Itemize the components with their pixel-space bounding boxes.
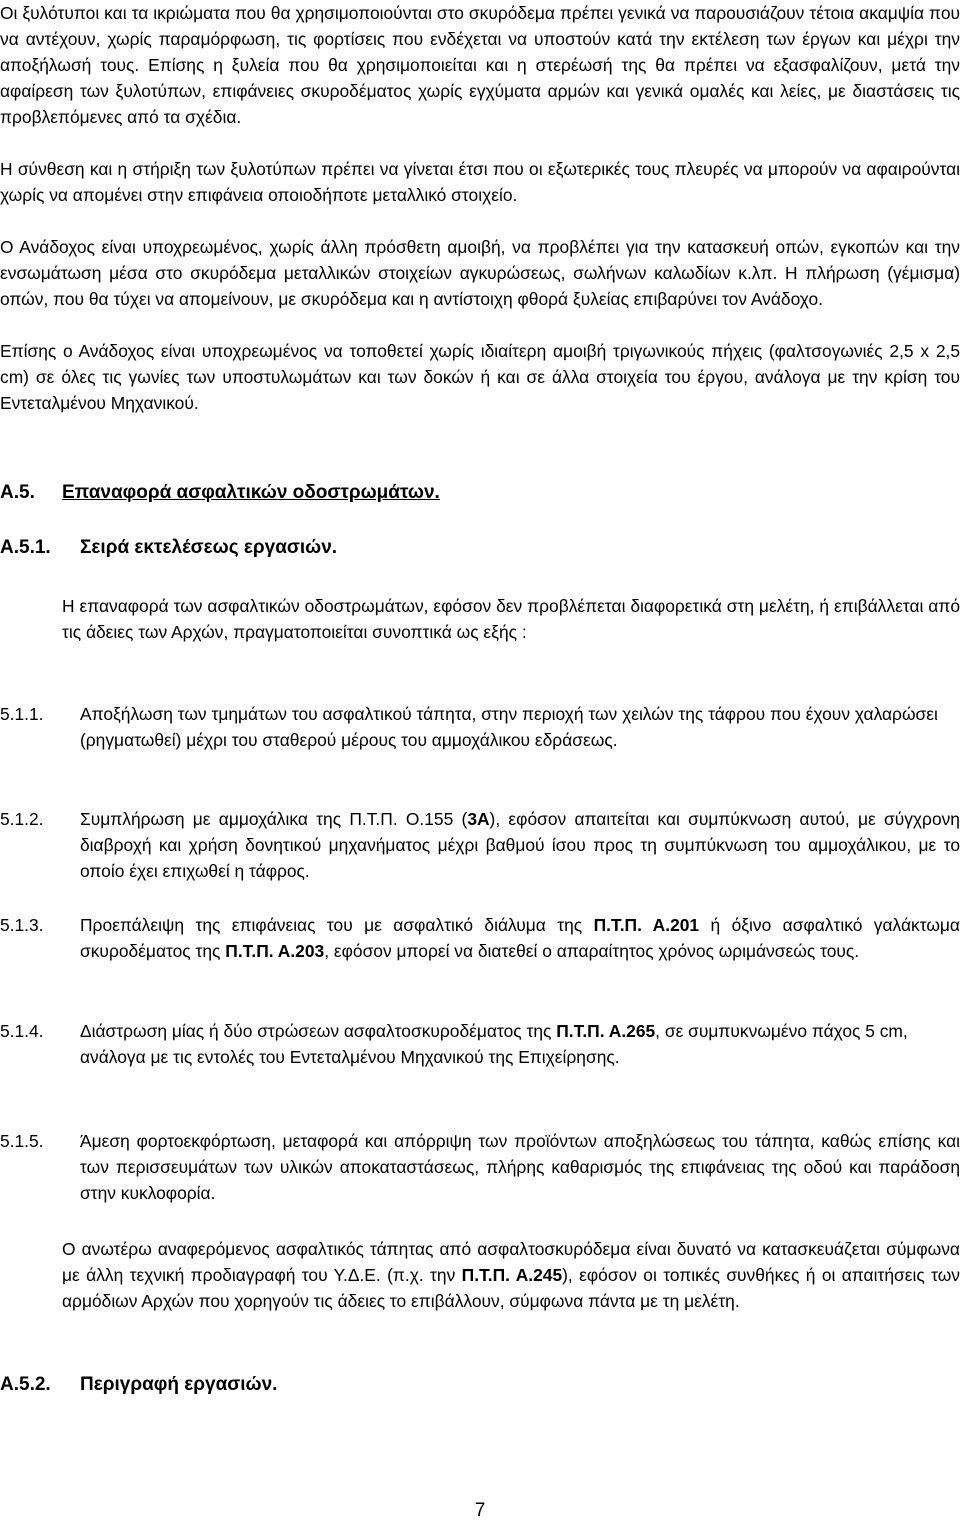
- page-number: 7: [474, 1500, 486, 1521]
- item-text: Αποξήλωση των τμημάτων του ασφαλτικού τάπητα, στην περιοχή των χειλών της τάφρου που έχουν χαλαρώσει (ρηγματωθεί) μέχρι του σταθερού μέρους του αμμοχάλικου εδράσεως.: [80, 704, 938, 750]
- item-number: 5.1.5.: [0, 1131, 44, 1151]
- paragraph-formwork: Οι ξυλότυποι και τα ικριώματα που θα χρησιμοποιούνται στο σκυρόδεμα πρέπει γενικά να παρουσιάζουν τέτοια ακαμψία που να αντέχουν, χωρίς παραμόρφωση, τις φορτίσεις που ενδέχεται να υποστούν κατά την εκτέλεση των έργων και μέχρι την αποξήλωσή τους. Επίσης η ξυλεία που θα χρησιμοποιείται και η στερέωσή της θα πρέπει να εξασφαλίζουν, μετά την αφαίρεση των ξυλοτύπων, επιφάνειες σκυροδέματος χωρίς εγχύματα αρμών και γενικά ομαλές και λείες, με διαστάσεις τις προβλεπόμενες από τα σχέδια.: [0, 3, 960, 127]
- paragraph-contractor-openings: Ο Ανάδοχος είναι υποχρεωμένος, χωρίς άλλη πρόσθετη αμοιβή, να προβλέπει για την κατασκευή οπών, εγκοπών και την ενσωμάτωση μέσα στο σκυρόδεμα μεταλλικών στοιχείων αγκυρώσεως, σωλήνων καλωδίων κ.λπ. Η πλήρωση (γέμισμα) οπών, που θα τύχει να απομείνουν, με σκυρόδεμα και η αντίστοιχη φθορά ξυλείας επιβαρύνει τον Ανάδοχο.: [0, 237, 960, 309]
- section-title: Επαναφορά ασφαλτικών οδοστρωμάτων.: [62, 482, 440, 503]
- item-number: 5.1.2.: [0, 809, 44, 829]
- section-number: Α.5.: [0, 482, 35, 503]
- section-title: Σειρά εκτελέσεως εργασιών.: [80, 537, 338, 558]
- item-number: 5.1.3.: [0, 915, 44, 935]
- section-number: Α.5.2.: [0, 1374, 51, 1395]
- section-title: Περιγραφή εργασιών.: [80, 1374, 278, 1395]
- item-text: Συμπλήρωση με αμμοχάλικα της Π.Τ.Π. Ο.155 (3Α), εφόσον απαιτείται και συμπύκνωση αυτού, με σύγχρονη διαβροχή και χρήση δονητικού μηχανήματος μέχρι βαθμού ίσου προς τη συμπύκνωση του αμμοχάλικου, με το οποίο έχει επιχωθεί η τάφρος.: [80, 809, 960, 881]
- section-heading-a52: [0, 1374, 277, 1396]
- item-text: Διάστρωση μίας ή δύο στρώσεων ασφαλτοσκυροδέματος της Π.Τ.Π. Α.265, σε συμπυκνωμένο πάχος 5 cm, ανάλογα με τις εντολές του Εντεταλμένου Μηχανικού της Επιχείρησης.: [80, 1021, 908, 1067]
- item-text: Άμεση φορτοεκφόρτωση, μεταφορά και απόρριψη των προϊόντων αποξηλώσεως του τάπητα, καθώς επίσης και των περισσευμάτων των υλικών αποκαταστάσεως, πλήρης καθαρισμός της επιφάνειας της οδού και παράδοση στην κυκλοφορία.: [80, 1131, 960, 1203]
- closing-paragraph: Ο ανωτέρω αναφερόμενος ασφαλτικός τάπητας από ασφαλτοσκυρόδεμα είναι δυνατό να κατασκευάζεται σύμφωνα με άλλη τεχνική προδιαγραφή του Υ.Δ.Ε. (π.χ. την Π.Τ.Π. Α.245), εφόσον οι τοπικές συνθήκες ή οι απαιτήσεις των αρμόδιων Αρχών που χορηγούν τις άδειες το επιβάλλουν, σύμφωνα πάντα με τη μελέτη.: [62, 1239, 960, 1311]
- section-heading-a5: [0, 482, 440, 504]
- paragraph-formwork-assembly: Η σύνθεση και η στήριξη των ξυλοτύπων πρέπει να γίνεται έτσι που οι εξωτερικές τους πλευρές να μπορούν να αφαιρούνται χωρίς να απομένει στην επιφάνεια οποιοδήποτε μεταλλικό στοιχείο.: [0, 159, 960, 205]
- item-number: 5.1.1.: [0, 704, 44, 724]
- section-number: Α.5.1.: [0, 537, 51, 558]
- paragraph-contractor-fillets: Επίσης ο Ανάδοχος είναι υποχρεωμένος να τοποθετεί χωρίς ιδιαίτερη αμοιβή τριγωνικούς πήχεις (φαλτσογωνιές 2,5 x 2,5 cm) σε όλες τις γωνίες των υποστυλωμάτων και των δοκών ή και σε άλλα στοιχεία του έργου, ανάλογα με την κρίση του Εντεταλμένου Μηχανικού.: [0, 341, 960, 413]
- section-heading-a51: [0, 537, 337, 559]
- intro-paragraph: Η επαναφορά των ασφαλτικών οδοστρωμάτων, εφόσον δεν προβλέπεται διαφορετικά στη μελέτη, ή επιβάλλεται από τις άδειες των Αρχών, πραγματοποιείται συνοπτικά ως εξής :: [62, 596, 960, 642]
- item-number: 5.1.4.: [0, 1021, 44, 1041]
- item-text: Προεπάλειψη της επιφάνειας του με ασφαλτικό διάλυμα της Π.Τ.Π. Α.201 ή όξινο ασφαλτικό γαλάκτωμα σκυροδέματος της Π.Τ.Π. Α.203, εφόσον μπορεί να διατεθεί ο απαραίτητος χρόνος ωριμάνσεώς τους.: [80, 915, 960, 961]
